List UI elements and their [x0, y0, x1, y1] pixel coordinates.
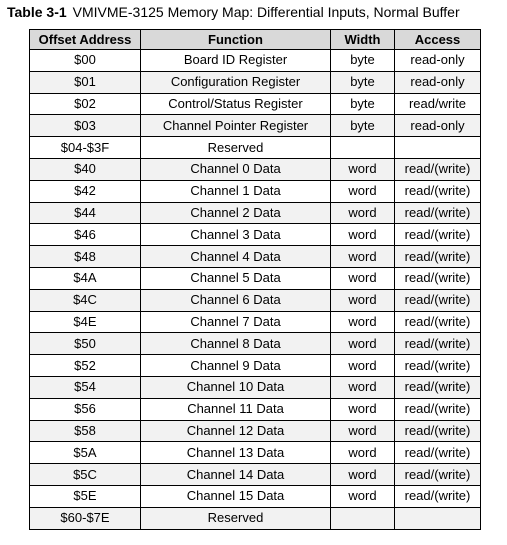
cell-access: read/(write)	[395, 289, 481, 311]
cell-access: read/write	[395, 93, 481, 115]
cell-access: read/(write)	[395, 442, 481, 464]
table-body	[30, 50, 481, 530]
cell-offset: $48	[30, 246, 141, 268]
cell-offset: $44	[30, 202, 141, 224]
cell-function: Channel 7 Data	[141, 311, 331, 333]
cell-offset: $00	[30, 50, 141, 72]
cell-access: read/(write)	[395, 333, 481, 355]
cell-width: byte	[331, 93, 395, 115]
cell-access: read/(write)	[395, 202, 481, 224]
table-row	[30, 158, 481, 180]
cell-offset: $02	[30, 93, 141, 115]
cell-offset: $42	[30, 180, 141, 202]
cell-function: Channel 4 Data	[141, 246, 331, 268]
header-width: Width	[331, 30, 395, 50]
cell-width: word	[331, 485, 395, 507]
cell-function: Channel 11 Data	[141, 398, 331, 420]
header-access: Access	[395, 30, 481, 50]
cell-function: Channel 1 Data	[141, 180, 331, 202]
cell-width: byte	[331, 50, 395, 72]
cell-width: word	[331, 267, 395, 289]
table-row	[30, 311, 481, 333]
cell-function: Channel 14 Data	[141, 464, 331, 486]
cell-offset: $58	[30, 420, 141, 442]
cell-access: read/(write)	[395, 464, 481, 486]
table-row	[30, 115, 481, 137]
cell-access: read/(write)	[395, 420, 481, 442]
table-row	[30, 93, 481, 115]
cell-width: word	[331, 246, 395, 268]
cell-offset: $04-$3F	[30, 137, 141, 159]
cell-width: word	[331, 224, 395, 246]
memory-map-table	[29, 29, 481, 530]
cell-function: Channel 15 Data	[141, 485, 331, 507]
cell-offset: $4E	[30, 311, 141, 333]
cell-offset: $52	[30, 355, 141, 377]
cell-width: word	[331, 376, 395, 398]
cell-offset: $56	[30, 398, 141, 420]
table-row	[30, 202, 481, 224]
cell-access: read/(write)	[395, 267, 481, 289]
table-caption	[7, 2, 460, 22]
cell-width	[331, 507, 395, 529]
cell-width: word	[331, 202, 395, 224]
cell-access: read-only	[395, 50, 481, 72]
cell-width: word	[331, 180, 395, 202]
cell-function: Channel 0 Data	[141, 158, 331, 180]
cell-width: word	[331, 464, 395, 486]
cell-width: word	[331, 333, 395, 355]
table-header	[30, 30, 481, 50]
cell-function: Control/Status Register	[141, 93, 331, 115]
cell-width: word	[331, 442, 395, 464]
cell-access: read/(write)	[395, 376, 481, 398]
cell-width: word	[331, 311, 395, 333]
cell-access: read-only	[395, 71, 481, 93]
cell-function: Channel 6 Data	[141, 289, 331, 311]
table-row	[30, 137, 481, 159]
cell-function: Reserved	[141, 507, 331, 529]
cell-offset: $5A	[30, 442, 141, 464]
cell-access: read/(write)	[395, 224, 481, 246]
cell-function: Reserved	[141, 137, 331, 159]
header-offset-address: Offset Address	[30, 30, 141, 50]
cell-function: Configuration Register	[141, 71, 331, 93]
cell-access	[395, 137, 481, 159]
table-row	[30, 50, 481, 72]
cell-offset: $60-$7E	[30, 507, 141, 529]
table-number: Table 3-1	[7, 4, 67, 20]
table-row	[30, 442, 481, 464]
header-row	[30, 30, 481, 50]
cell-function: Channel 13 Data	[141, 442, 331, 464]
cell-access: read-only	[395, 115, 481, 137]
cell-access: read/(write)	[395, 311, 481, 333]
cell-width: word	[331, 289, 395, 311]
table-title: VMIVME-3125 Memory Map: Differential Inputs, Normal Buffer	[72, 4, 460, 20]
table-row	[30, 398, 481, 420]
table-row	[30, 464, 481, 486]
cell-function: Channel 5 Data	[141, 267, 331, 289]
table-row	[30, 267, 481, 289]
table-row	[30, 355, 481, 377]
table-row	[30, 507, 481, 529]
cell-offset: $46	[30, 224, 141, 246]
cell-access: read/(write)	[395, 158, 481, 180]
cell-access: read/(write)	[395, 398, 481, 420]
header-function: Function	[141, 30, 331, 50]
cell-function: Channel Pointer Register	[141, 115, 331, 137]
cell-offset: $40	[30, 158, 141, 180]
table-row	[30, 485, 481, 507]
cell-access: read/(write)	[395, 180, 481, 202]
table-row	[30, 180, 481, 202]
cell-width: word	[331, 158, 395, 180]
cell-access: read/(write)	[395, 246, 481, 268]
cell-function: Board ID Register	[141, 50, 331, 72]
cell-access: read/(write)	[395, 485, 481, 507]
cell-function: Channel 3 Data	[141, 224, 331, 246]
table-row	[30, 289, 481, 311]
cell-width	[331, 137, 395, 159]
cell-offset: $01	[30, 71, 141, 93]
cell-offset: $5C	[30, 464, 141, 486]
cell-function: Channel 10 Data	[141, 376, 331, 398]
cell-function: Channel 12 Data	[141, 420, 331, 442]
cell-function: Channel 2 Data	[141, 202, 331, 224]
table-row	[30, 71, 481, 93]
cell-width: byte	[331, 115, 395, 137]
cell-offset: $03	[30, 115, 141, 137]
cell-offset: $54	[30, 376, 141, 398]
cell-width: word	[331, 355, 395, 377]
table-row	[30, 224, 481, 246]
table-row	[30, 376, 481, 398]
cell-width: word	[331, 398, 395, 420]
cell-width: word	[331, 420, 395, 442]
cell-access: read/(write)	[395, 355, 481, 377]
table-row	[30, 420, 481, 442]
cell-function: Channel 8 Data	[141, 333, 331, 355]
table-row	[30, 333, 481, 355]
cell-offset: $4A	[30, 267, 141, 289]
cell-offset: $50	[30, 333, 141, 355]
cell-function: Channel 9 Data	[141, 355, 331, 377]
cell-width: byte	[331, 71, 395, 93]
cell-access	[395, 507, 481, 529]
cell-offset: $4C	[30, 289, 141, 311]
cell-offset: $5E	[30, 485, 141, 507]
table-row	[30, 246, 481, 268]
